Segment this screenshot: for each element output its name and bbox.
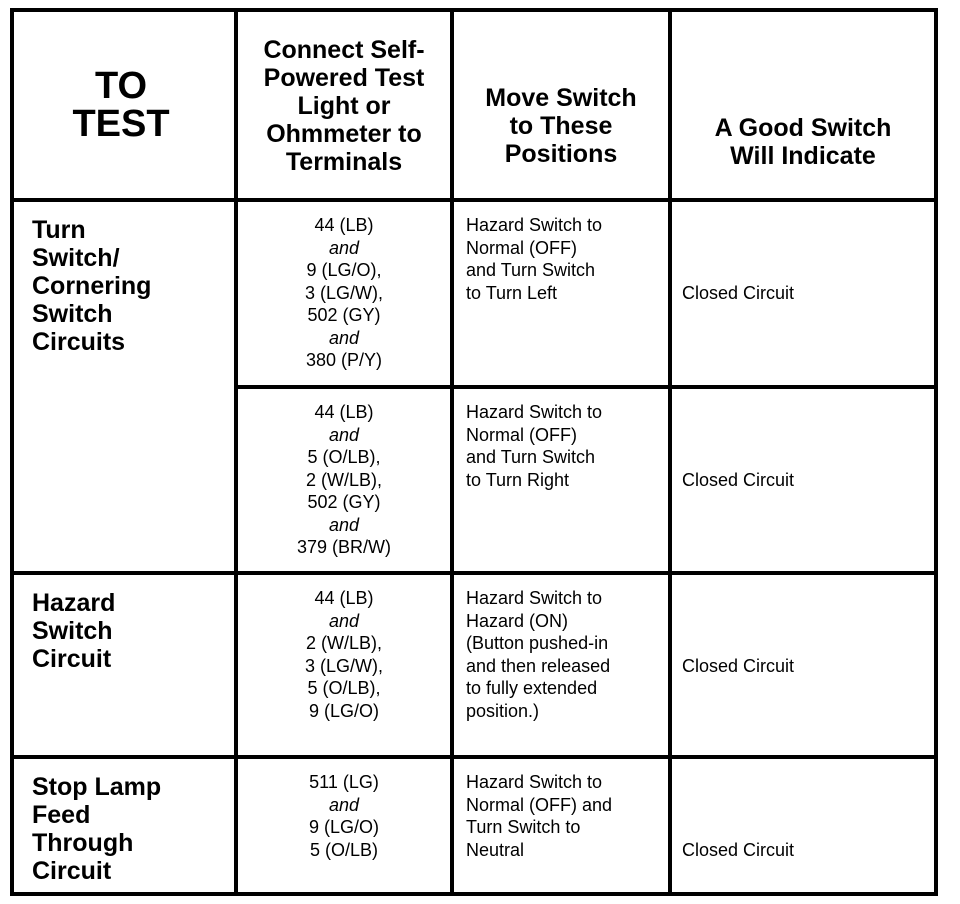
table-row bbox=[12, 757, 936, 894]
terminal-connector: and bbox=[328, 794, 360, 815]
terminal-line: 2 (W/LB), bbox=[305, 633, 382, 653]
header-terminals: Connect Self- Powered Test Light or Ohmmeter to Terminals bbox=[236, 10, 452, 200]
terminals-cell bbox=[236, 757, 452, 894]
terminal-connector: and bbox=[328, 237, 360, 258]
result-cell: Closed Circuit bbox=[670, 200, 936, 387]
switch-test-table bbox=[10, 8, 938, 896]
terminals-cell bbox=[236, 200, 452, 387]
terminal-line: 5 (O/LB), bbox=[307, 447, 381, 467]
terminal-line: 380 (P/Y) bbox=[305, 350, 383, 370]
table-row bbox=[12, 200, 936, 387]
positions-cell: Hazard Switch to Normal (OFF) and Turn Switch to Neutral bbox=[452, 757, 670, 894]
terminals-cell bbox=[236, 387, 452, 573]
positions-cell: Hazard Switch to Hazard (ON) (Button pushed-in and then released to fully extended position.) bbox=[452, 573, 670, 757]
terminal-line: 44 (LB) bbox=[314, 588, 374, 608]
terminal-line: 511 (LG) bbox=[309, 772, 379, 792]
terminal-line: 5 (O/LB), bbox=[307, 678, 381, 698]
terminal-line: 502 (GY) bbox=[307, 305, 381, 325]
to-test-label: Stop Lamp Feed Through Circuit bbox=[12, 757, 236, 894]
terminal-line: 9 (LG/O) bbox=[308, 817, 379, 837]
result-cell: Closed Circuit bbox=[670, 757, 936, 894]
terminal-line: 44 (LB) bbox=[314, 215, 374, 235]
header-row bbox=[12, 10, 936, 200]
result-cell: Closed Circuit bbox=[670, 387, 936, 573]
table-row bbox=[12, 573, 936, 757]
terminal-connector: and bbox=[328, 610, 360, 631]
result-cell: Closed Circuit bbox=[670, 573, 936, 757]
header-to-test: TO TEST bbox=[12, 10, 236, 200]
to-test-label: Turn Switch/ Cornering Switch Circuits bbox=[12, 200, 236, 573]
positions-cell: Hazard Switch to Normal (OFF) and Turn Switch to Turn Right bbox=[452, 387, 670, 573]
terminal-line: 9 (LG/O), bbox=[306, 260, 382, 280]
terminal-connector: and bbox=[328, 327, 360, 348]
terminal-connector: and bbox=[328, 514, 360, 535]
terminal-line: 2 (W/LB), bbox=[305, 469, 382, 490]
terminal-line: 5 (O/LB) bbox=[309, 839, 379, 860]
terminals-cell bbox=[236, 573, 452, 757]
terminal-line: 9 (LG/O) bbox=[308, 700, 379, 721]
terminal-line: 379 (BR/W) bbox=[296, 537, 392, 557]
terminal-line: 3 (LG/W), bbox=[304, 282, 383, 303]
terminal-line: 3 (LG/W), bbox=[304, 655, 383, 676]
positions-cell: Hazard Switch to Normal (OFF) and Turn Switch to Turn Left bbox=[452, 200, 670, 387]
terminal-line: 502 (GY) bbox=[307, 492, 381, 512]
terminal-connector: and bbox=[328, 424, 360, 445]
terminal-line: 44 (LB) bbox=[314, 402, 374, 422]
to-test-label: Hazard Switch Circuit bbox=[12, 573, 236, 757]
header-positions: Move Switch to These Positions bbox=[452, 10, 670, 200]
header-result: A Good Switch Will Indicate bbox=[670, 10, 936, 200]
